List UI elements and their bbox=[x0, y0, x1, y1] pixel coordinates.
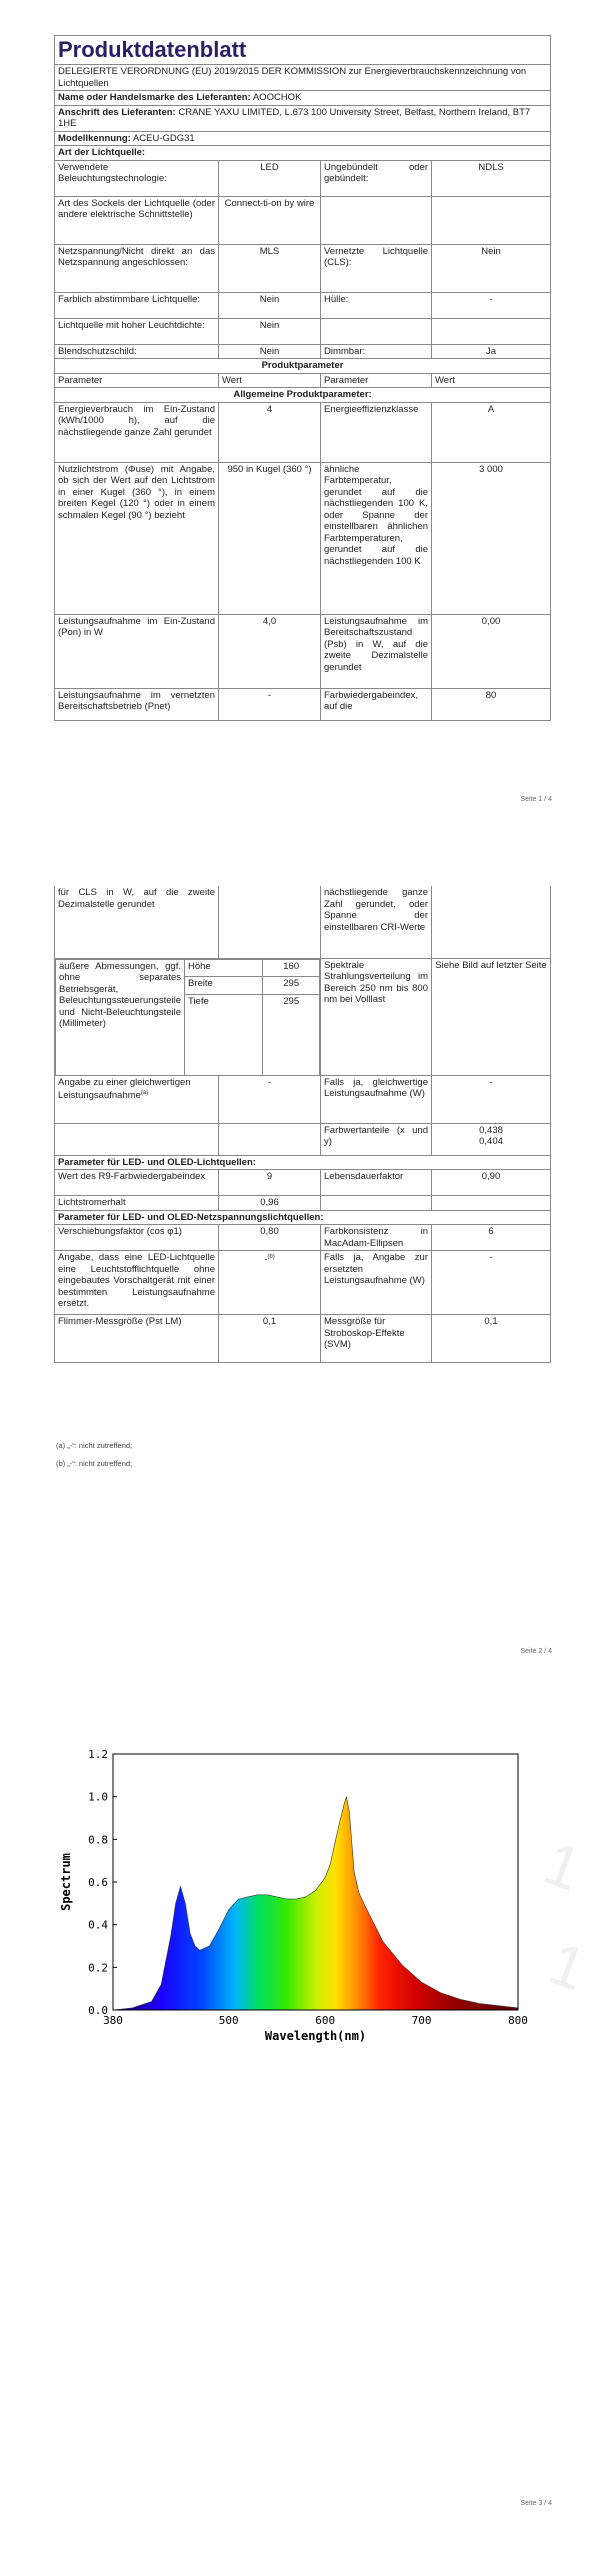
supplier-address-row bbox=[55, 105, 551, 131]
spd-label: Spektrale Strahlungsverteilung im Bereich 250 nm bis 800 nm bei Volllast bbox=[321, 958, 432, 1075]
chroma-empty-2 bbox=[219, 1123, 321, 1155]
watermark-1: 1 bbox=[535, 1829, 590, 1904]
x-axis-label: Wavelength(nm) bbox=[264, 2029, 367, 2043]
r9-label: Wert des R9-Farbwiedergabeindex bbox=[55, 1170, 219, 1196]
equiv-label-cell bbox=[55, 1075, 219, 1123]
split-row-empty-2 bbox=[432, 886, 551, 958]
col-header-param-2: Parameter bbox=[321, 373, 432, 388]
lumen-maint-label: Lichtstromerhalt bbox=[55, 1196, 219, 1211]
macadam-value: 6 bbox=[432, 1225, 551, 1251]
type-row-0-value2: NDLS bbox=[432, 160, 551, 196]
chroma-x: 0,438 bbox=[479, 1124, 503, 1136]
chroma-empty-1 bbox=[55, 1123, 219, 1155]
page-title: Produktdatenblatt bbox=[55, 36, 551, 65]
general-params-heading: Allgemeine Produktparameter: bbox=[55, 388, 551, 403]
width-value: 295 bbox=[263, 977, 320, 995]
y-tick-label: 0.4 bbox=[88, 1918, 108, 1932]
gen-row-1-value2: 3 000 bbox=[432, 462, 551, 614]
supplier-address: CRANE YAXU LIMITED, L.673 100 University Street, Belfast, Northern Ireland, BT7 1HE bbox=[58, 106, 531, 129]
x-tick-label: 380 bbox=[103, 2014, 123, 2027]
r9-value: 9 bbox=[219, 1170, 321, 1196]
pf-label: Verschiebungsfaktor (cos φ1) bbox=[55, 1225, 219, 1251]
chroma-y: 0,404 bbox=[479, 1136, 503, 1147]
type-row-1-label2 bbox=[321, 196, 432, 244]
gen-row-1-value: 950 in Kugel (360 °) bbox=[219, 462, 321, 614]
spd-value: Siehe Bild auf letzter Seite bbox=[432, 958, 551, 1075]
svm-value: 0,1 bbox=[432, 1315, 551, 1363]
type-row-3-value: Nein bbox=[219, 292, 321, 318]
type-row-0-value: LED bbox=[219, 160, 321, 196]
type-row-5-label2: Dimmbar: bbox=[321, 344, 432, 359]
lumen-maint-empty-2 bbox=[432, 1196, 551, 1211]
split-row-label2-bottom: nächstliegende ganze Zahl gerundet, oder Spanne der einstellbaren CRI-Werte bbox=[321, 886, 432, 958]
split-row-value: - bbox=[219, 688, 321, 720]
split-row-label-top: Leistungsaufnahme im vernetzten Bereitschaftsbetrieb (Pnet) bbox=[55, 688, 219, 720]
footnote-b: (b) „-“: nicht zutreffend; bbox=[56, 1459, 133, 1468]
type-row-2-label2: Vernetzte Lichtquelle (CLS): bbox=[321, 244, 432, 292]
model-row bbox=[55, 131, 551, 146]
type-row-2-label: Netzspannung/Nicht direkt an das Netzspannung angeschlossen: bbox=[55, 244, 219, 292]
type-row-5-value2: Ja bbox=[432, 344, 551, 359]
width-label: Breite bbox=[185, 977, 263, 995]
lumen-maint-value: 0,96 bbox=[219, 1196, 321, 1211]
footnote-a: (a) „-“: nicht zutreffend; bbox=[56, 1441, 133, 1450]
equiv-label2: Falls ja, gleichwertige Leistungsaufnahme (W) bbox=[321, 1075, 432, 1123]
gen-row-2-value2: 0,00 bbox=[432, 614, 551, 688]
replacement-label: Angabe, dass eine LED-Lichtquelle eine Leuchtstofflichtquelle ohne eingebautes Vorschaltgerät mit einer bestimmten Leistungsaufnahme ersetzt. bbox=[55, 1251, 219, 1315]
type-row-3-value2: - bbox=[432, 292, 551, 318]
gen-row-2-label2: Leistungsaufnahme im Bereitschaftszustand (Psb) in W, auf die zweite Dezimalstelle gerundet bbox=[321, 614, 432, 688]
equiv-label: Angabe zu einer gleichwertigen Leistungsaufnahme bbox=[58, 1076, 191, 1102]
split-row-label2-top: Farbwiedergabeindex, auf die bbox=[321, 688, 432, 720]
col-header-param-1: Parameter bbox=[55, 373, 219, 388]
led-params-heading: Parameter für LED- und OLED-Lichtquellen: bbox=[55, 1155, 551, 1170]
dimensions-cell bbox=[55, 958, 321, 1075]
y-tick-label: 1.0 bbox=[88, 1790, 108, 1804]
y-tick-label: 0.6 bbox=[88, 1876, 108, 1889]
col-header-value-2: Wert bbox=[432, 373, 551, 388]
type-row-4-value: Nein bbox=[219, 318, 321, 344]
type-row-5-value: Nein bbox=[219, 344, 321, 359]
datasheet-table-page-2 bbox=[54, 886, 551, 1363]
gen-row-0-value: 4 bbox=[219, 402, 321, 462]
x-tick-label: 500 bbox=[218, 2014, 239, 2027]
supplier-name-row bbox=[55, 91, 551, 106]
page-3 bbox=[0, 1740, 604, 2560]
type-row-1-value: Connect-ti-on by wire bbox=[219, 196, 321, 244]
life-value: 0,90 bbox=[432, 1170, 551, 1196]
spectrum-chart bbox=[0, 1740, 604, 2070]
datasheet-table-page-1 bbox=[54, 35, 551, 721]
gen-row-0-value2: A bbox=[432, 402, 551, 462]
x-tick-label: 700 bbox=[411, 2014, 432, 2027]
height-value: 160 bbox=[263, 959, 320, 977]
replacement-label2: Falls ja, Angabe zur ersetzten Leistungsaufnahme (W) bbox=[321, 1251, 432, 1315]
flicker-label: Flimmer-Messgröße (Pst LM) bbox=[55, 1315, 219, 1363]
mains-params-heading: Parameter für LED- und OLED-Netzspannungslichtquellen: bbox=[55, 1210, 551, 1225]
split-row-value2: 80 bbox=[432, 688, 551, 720]
depth-value: 295 bbox=[263, 995, 320, 1075]
svm-label: Messgröße für Stroboskop-Effekte (SVM) bbox=[321, 1315, 432, 1363]
page-number-1: Seite 1 / 4 bbox=[520, 796, 552, 803]
equiv-value: - bbox=[219, 1075, 321, 1123]
chroma-label: Farbwertanteile (x und y) bbox=[321, 1123, 432, 1155]
chroma-values bbox=[432, 1123, 551, 1155]
height-label: Höhe bbox=[185, 959, 263, 977]
gen-row-1-label2: ähnliche Farbtemperatur, gerundet auf die nächstliegenden 100 K, oder Spanne der einstellbaren ähnlichen Farbtemperaturen, gerundet auf die nächstliegenden 100 K bbox=[321, 462, 432, 614]
y-tick-label: 0.0 bbox=[88, 2004, 108, 2017]
gen-row-2-value: 4,0 bbox=[219, 614, 321, 688]
col-header-value-1: Wert bbox=[219, 373, 321, 388]
gen-row-0-label: Energieverbrauch im Ein-Zustand (kWh/1000 h), auf die nächstliegende ganze Zahl gerundet bbox=[55, 402, 219, 462]
supplier-address-label: Anschrift des Lieferanten: bbox=[58, 106, 176, 118]
type-row-4-label: Lichtquelle mit hoher Leuchtdichte: bbox=[55, 318, 219, 344]
gen-row-0-label2: Energieeffizienzklasse bbox=[321, 402, 432, 462]
watermark-2: 1 bbox=[540, 1929, 595, 2004]
life-label: Lebensdauerfaktor bbox=[321, 1170, 432, 1196]
type-row-4-value2 bbox=[432, 318, 551, 344]
supplier-name-label: Name oder Handelsmarke des Lieferanten: bbox=[58, 92, 251, 103]
type-row-2-value2: Nein bbox=[432, 244, 551, 292]
lumen-maint-empty-1 bbox=[321, 1196, 432, 1211]
type-row-4-label2 bbox=[321, 318, 432, 344]
model-label: Modellkennung: bbox=[58, 132, 131, 144]
spectrum-fill bbox=[113, 1797, 518, 2010]
equiv-footnote-ref: (a) bbox=[140, 1090, 149, 1096]
gen-row-2-label: Leistungsaufnahme im Ein-Zustand (Pon) in W bbox=[55, 614, 219, 688]
replacement-value2: - bbox=[432, 1251, 551, 1315]
dimensions-label: äußere Abmessungen, ggf. ohne separates Betriebsgerät, Beleuchtungssteuerungsteile und Nicht-Beleuchtungsteile (Millimeter) bbox=[56, 959, 185, 1075]
supplier-name: AOOCHOK bbox=[252, 92, 302, 103]
replacement-value: - bbox=[264, 1254, 268, 1266]
y-tick-label: 0.2 bbox=[88, 1961, 108, 1975]
replacement-footnote-ref: (b) bbox=[267, 1254, 275, 1260]
type-row-1-label: Art des Sockels der Lichtquelle (oder andere elektrische Schnittstelle) bbox=[55, 196, 219, 244]
x-tick-label: 600 bbox=[315, 2014, 336, 2027]
pf-value: 0,80 bbox=[219, 1225, 321, 1251]
x-tick-label: 800 bbox=[508, 2014, 528, 2027]
product-params-heading: Produktparameter bbox=[55, 359, 551, 374]
type-row-5-label: Blendschutzschild: bbox=[55, 344, 219, 359]
type-row-0-label: Verwendete Beleuchtungstechnologie: bbox=[55, 160, 219, 196]
replacement-value-cell bbox=[219, 1251, 321, 1315]
light-type-heading: Art der Lichtquelle: bbox=[55, 146, 551, 161]
type-row-1-value2 bbox=[432, 196, 551, 244]
page-number-3: Seite 3 / 4 bbox=[520, 2500, 552, 2507]
regulation-text: DELEGIERTE VERORDNUNG (EU) 2019/2015 DER KOMMISSION zur Energieverbrauchskennzeichnung von Lichtquellen bbox=[55, 65, 551, 91]
depth-label: Tiefe bbox=[185, 995, 263, 1075]
y-axis-label: Spectrum bbox=[59, 1853, 73, 1911]
type-row-0-label2: Ungebündelt oder gebündelt: bbox=[321, 160, 432, 196]
y-tick-label: 1.2 bbox=[88, 1748, 108, 1761]
macadam-label: Farbkonsistenz in MacAdam-Ellipsen bbox=[321, 1225, 432, 1251]
dimensions-table bbox=[55, 959, 320, 1075]
y-tick-label: 0.8 bbox=[88, 1833, 108, 1847]
type-row-3-label2: Hülle: bbox=[321, 292, 432, 318]
page-1 bbox=[0, 0, 604, 803]
equiv-value2: - bbox=[432, 1075, 551, 1123]
model-id: ACEU-GDG31 bbox=[132, 132, 195, 144]
type-row-3-label: Farblich abstimmbare Lichtquelle: bbox=[55, 292, 219, 318]
split-row-empty-1 bbox=[219, 886, 321, 958]
gen-row-1-label: Nutzlichtstrom (Φuse) mit Angabe, ob sich der Wert auf den Lichtstrom in einer Kugel (360 °), in einem breiten Kegel (120 °) oder in einem schmalen Kegel (90 °) bezieht bbox=[55, 462, 219, 614]
split-row-label-bottom: für CLS in W, auf die zweite Dezimalstelle gerundet bbox=[55, 886, 219, 958]
page-number-2: Seite 2 / 4 bbox=[520, 1648, 552, 1655]
type-row-2-value: MLS bbox=[219, 244, 321, 292]
flicker-value: 0,1 bbox=[219, 1315, 321, 1363]
